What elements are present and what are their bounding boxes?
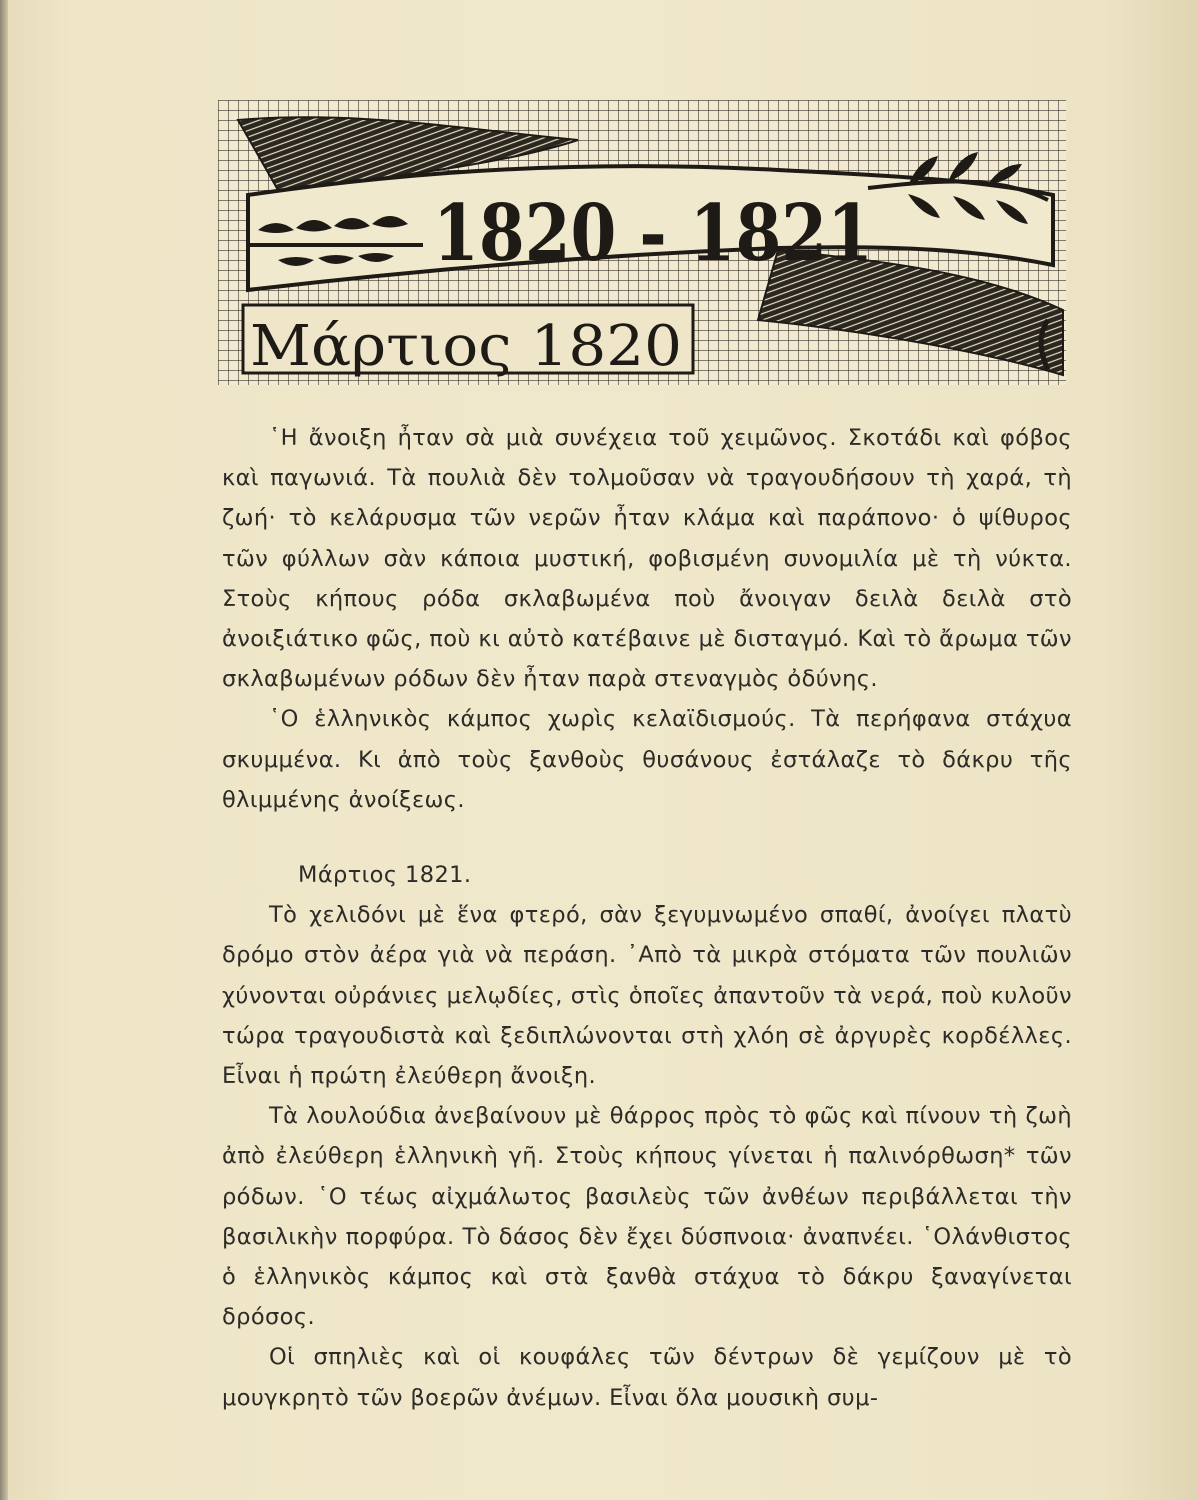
section-date: Μάρτιος 1821. bbox=[298, 862, 472, 889]
section-gap bbox=[222, 820, 1072, 855]
paragraph: Τὰ λουλούδια ἀνεβαίνουν μὲ θάρρος πρὸς τὸ φῶς καὶ πίνουν τὴ ζωὴ ἀπὸ ἐλεύθερη ἑλληνικὴ γῆ. Στοὺς κήπους γίνεται ἡ παλινόρθωση* τῶν ρόδων. ῾Ο τέως αἰχμάλωτος βασιλεὺς τῶν ἀνθέων περιβάλλεται τὴν βασιλικὴν πορφύρα. Τὸ δάσος δὲν ἔχει δύσπνοια· ἀναπνέει. ῾Ολάνθιστος ὁ ἑλληνικὸς κάμπος καὶ στὰ ξανθὰ στάχυα τὸ δάκρυ ξαναγίνεται δρόσος. bbox=[222, 1103, 1072, 1331]
paragraph: ῾Η ἄνοιξη ἦταν σὰ μιὰ συνέχεια τοῦ χειμῶνος. Σκοτάδι καὶ φόβος καὶ παγωνιά. Τὰ πουλιὰ δὲν τολμοῦσαν νὰ τραγουδήσουν τὴ χαρά, τὴ ζωή· τὸ κελάρυσμα τῶν νερῶν ἦταν κλάμα καὶ παράπονο· ὁ ψίθυρος τῶν φύλλων σὰν κάποια μυστική, φοβισμένη συνομιλία μὲ τὴ νύκτα. Στοὺς κήπους ρόδα σκλαβωμένα ποὺ ἄνοιγαν δειλὰ δειλὰ στὸ ἀνοιξιάτικο φῶς, ποὺ κι αὐτὸ κατέβαινε μὲ δισταγμό. Καὶ τὸ ἄρωμα τῶν σκλαβωμένων ρόδων δὲν ἦταν παρὰ στεναγμὸς ὀδύνης. bbox=[222, 425, 1072, 693]
banner-years: 1820 - 1821 bbox=[433, 188, 873, 279]
article-body bbox=[222, 418, 1072, 1418]
paragraph: Τὸ χελιδόνι μὲ ἕνα φτερό, σὰν ξεγυμνωμένο σπαθί, ἀνοίγει πλατὺ δρόμο στὸν ἀέρα γιὰ νὰ περάση. ᾿Απὸ τὰ μικρὰ στόματα τῶν πουλιῶν χύνονται οὐράνιες μελῳδίες, στὶς ὁποῖες ἀπαντοῦν τὰ νερά, ποὺ κυλοῦν τώρα τραγουδιστὰ καὶ ξεδιπλώνονται στὴ χλόη σὲ ἀργυρὲς κορδέλλες. Εἶναι ἡ πρώτη ἐλεύθερη ἄνοιξη. bbox=[222, 902, 1072, 1090]
page-edge bbox=[0, 0, 8, 1500]
paragraph: ῾Ο ἑλληνικὸς κάμπος χωρὶς κελαϊδισμούς. Τὰ περήφανα στάχυα σκυμμένα. Κι ἀπὸ τοὺς ξανθοὺς θυσάνους ἐστάλαζε τὸ δάκρυ τῆς θλιμμένης ἀνοίξεως. bbox=[222, 706, 1072, 813]
banner-subtitle: Μάρτιος 1820 bbox=[250, 314, 682, 379]
paragraph: Οἱ σπηλιὲς καὶ οἱ κουφάλες τῶν δέντρων δὲ γεμίζουν μὲ τὸ μουγκρητὸ τῶν βοερῶν ἀνέμων. Εἶναι ὅλα μουσικὴ συμ- bbox=[222, 1344, 1072, 1411]
banner-illustration bbox=[218, 100, 1066, 385]
